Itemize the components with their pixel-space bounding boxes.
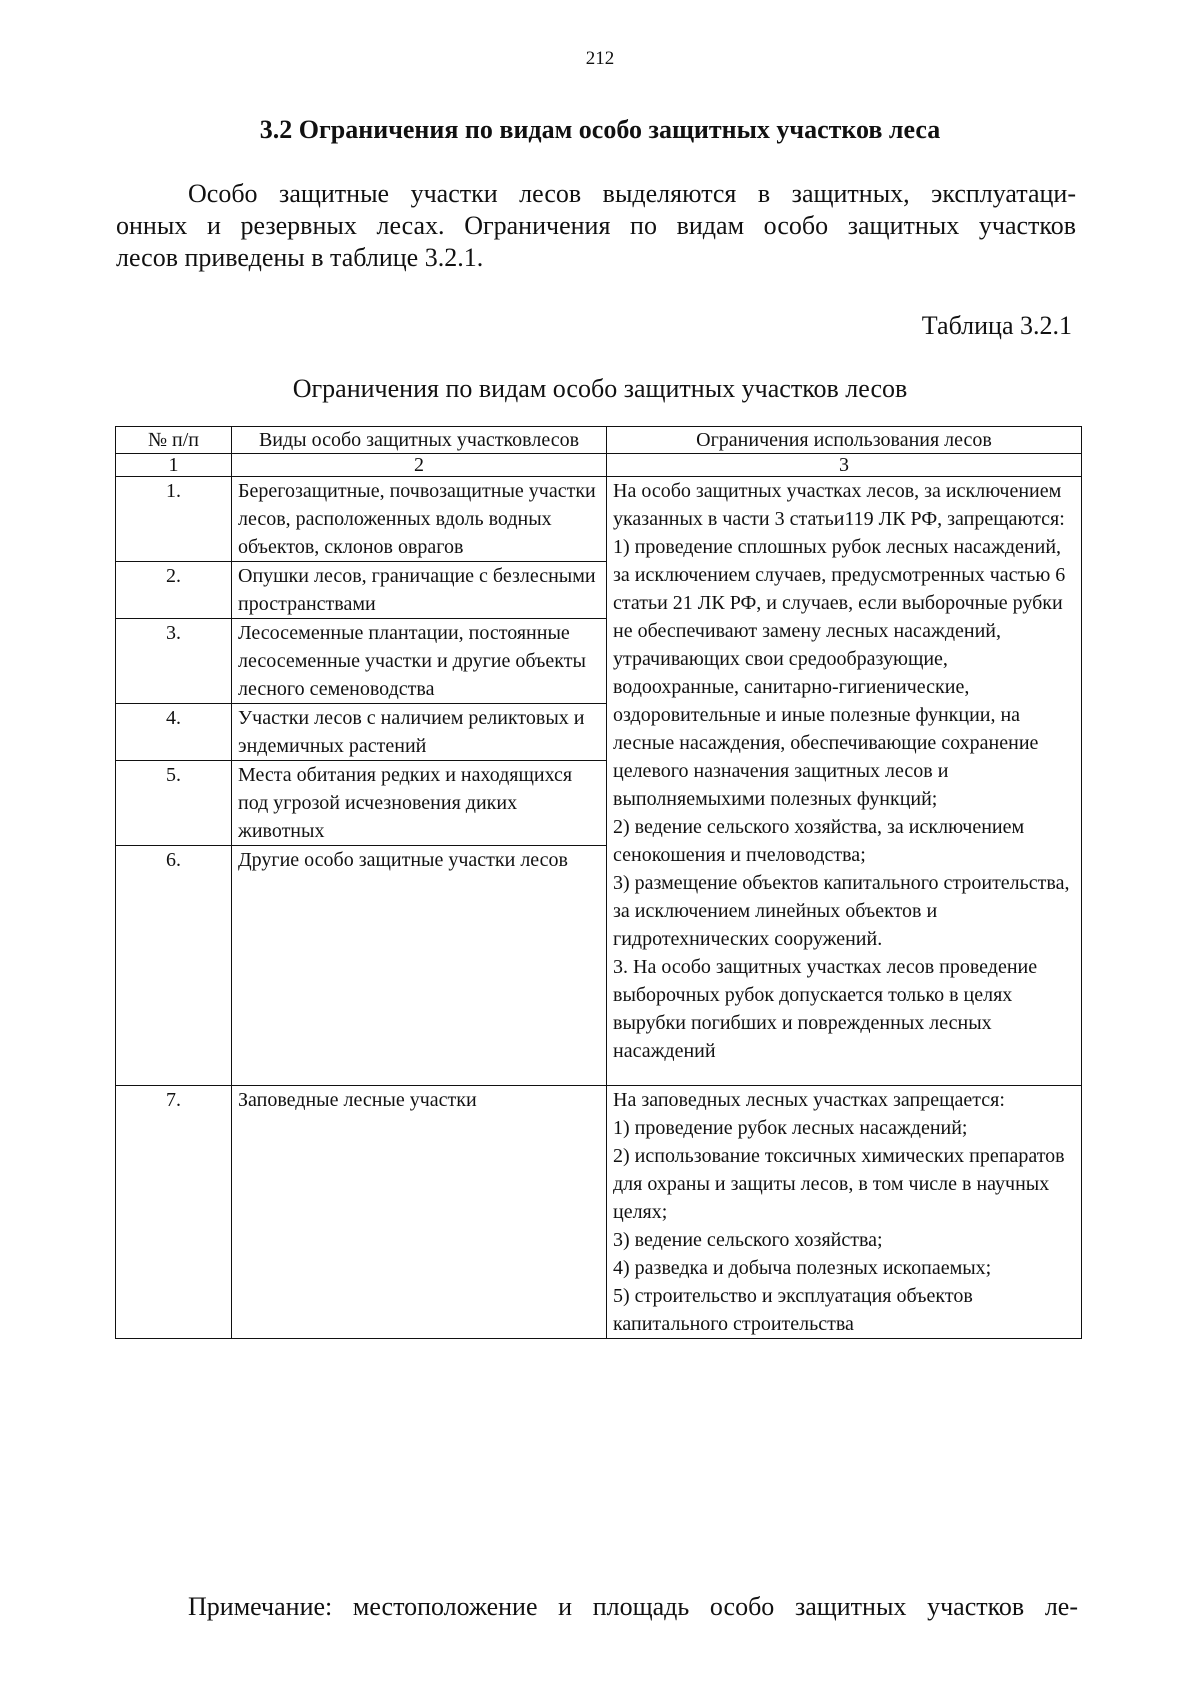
header-type: Виды особо защитных участковлесов xyxy=(232,427,607,454)
restriction-text: 1) проведение сплошных рубок лесных насаждений, за исключением случаев, предусмотренных частью 6 статьи 21 ЛК РФ, и случаев, если выборочные рубки не обеспечивают замену лесных насаждений, утрачивающих свои средообразующие, водоохранные, санитарно-гигиенические, оздоровительные и иные полезные функции, на лесные насаждения, обеспечивающие сохранение целевого назначения защитных лесов и выполняемыхими полезных функций; xyxy=(613,536,1066,810)
intro-paragraph xyxy=(116,178,1076,274)
section-title: 3.2 Ограничения по видам особо защитных участков леса xyxy=(259,115,941,144)
header-num: № п/п xyxy=(116,427,232,454)
column-number: 3 xyxy=(607,454,1082,477)
restriction-text: 2) ведение сельского хозяйства, за исключением сенокошения и пчеловодства; xyxy=(613,816,1025,866)
row-type: Берегозащитные, почвозащитные участки лесов, расположенных вдоль водных объектов, склонов оврагов xyxy=(232,477,607,562)
row-number: 7. xyxy=(116,1086,232,1339)
row-type: Места обитания редких и находящихся под угрозой исчезновения диких животных xyxy=(232,761,607,846)
restriction-text: 5) строительство и эксплуатация объектов xyxy=(613,1285,973,1307)
table-number: Таблица 3.2.1 xyxy=(921,311,1072,340)
table-row xyxy=(116,477,1082,562)
restriction-text: 4) разведка и добыча полезных ископаемых; xyxy=(613,1257,992,1279)
restriction-text: капитального строительства xyxy=(613,1313,854,1335)
row-number: 6. xyxy=(116,846,232,1086)
restriction-text: 3. На особо защитных участках лесов проведение выборочных рубок допускается только в целях вырубки погибших и поврежденных лесных насаждений xyxy=(613,956,1038,1062)
row-type: Заповедные лесные участки xyxy=(232,1086,607,1339)
row-number: 1. xyxy=(116,477,232,562)
row-type: Лесосеменные плантации, постоянные лесосеменные участки и другие объекты лесного семеноводства xyxy=(232,619,607,704)
restrictions-cell-1-6 xyxy=(607,477,1082,1086)
intro-line: Особо защитные участки лесов выделяются в защитных, эксплуатаци- xyxy=(188,179,1076,208)
column-number: 2 xyxy=(232,454,607,477)
column-number: 1 xyxy=(116,454,232,477)
restrictions-cell-7 xyxy=(607,1086,1082,1339)
restriction-text: 3) размещение объектов капитального строительства, за исключением линейных объектов и гидротехнических сооружений. xyxy=(613,872,1070,950)
restriction-text: 2) использование токсичных химических препаратов для охраны и защиты лесов, в том числе в научных целях; xyxy=(613,1145,1065,1223)
table-caption: Ограничения по видам особо защитных участков лесов xyxy=(292,374,908,403)
note: Примечание: местоположение и площадь особо защитных участков ле- xyxy=(188,1592,1078,1621)
row-number: 2. xyxy=(116,562,232,619)
table-row xyxy=(116,1086,1082,1339)
header-restrictions: Ограничения использования лесов xyxy=(607,427,1082,454)
row-number: 5. xyxy=(116,761,232,846)
row-type: Опушки лесов, граничащие с безлесными пространствами xyxy=(232,562,607,619)
page-number: 212 xyxy=(585,48,615,69)
row-number: 4. xyxy=(116,704,232,761)
restriction-text: 3) ведение сельского хозяйства; xyxy=(613,1229,883,1251)
restriction-text: На особо защитных участках лесов, за исключением указанных в части 3 статьи119 ЛК РФ, запрещаются: xyxy=(613,480,1065,530)
row-type: Другие особо защитные участки лесов xyxy=(232,846,607,1086)
restrictions-table xyxy=(115,426,1082,1339)
intro-line: онных и резервных лесах. Ограничения по видам особо защитных участков xyxy=(116,211,1076,240)
table-header-row xyxy=(116,427,1082,454)
column-number-row xyxy=(116,454,1082,477)
row-number: 3. xyxy=(116,619,232,704)
restriction-text: 1) проведение рубок лесных насаждений; xyxy=(613,1117,968,1139)
intro-line: лесов приведены в таблице 3.2.1. xyxy=(116,243,484,272)
row-type: Участки лесов с наличием реликтовых и эндемичных растений xyxy=(232,704,607,761)
restriction-text: На заповедных лесных участках запрещается: xyxy=(613,1089,1005,1111)
